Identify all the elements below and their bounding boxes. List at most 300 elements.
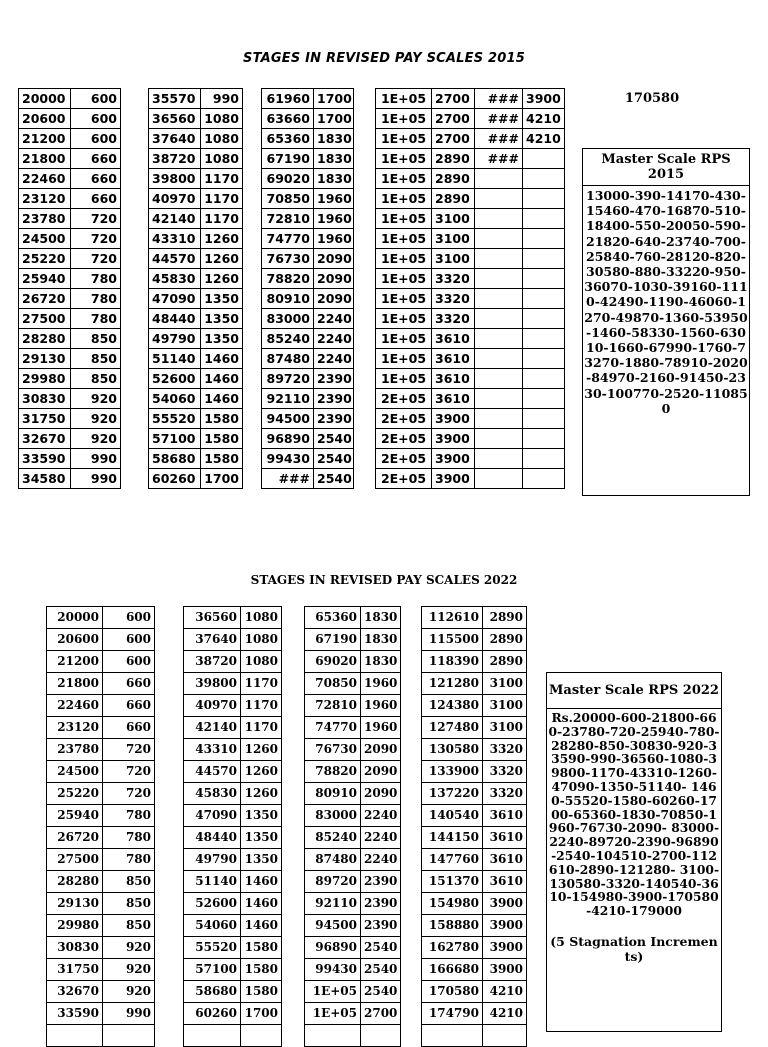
table-cell: 2540: [361, 981, 401, 1003]
table-cell: 2E+05: [376, 409, 432, 429]
table-row: [19, 149, 121, 169]
table-row: [19, 449, 121, 469]
table-row: [19, 89, 121, 109]
table-cell: 3610: [483, 805, 527, 827]
table-cell: 1170: [241, 695, 282, 717]
table-cell: 65360: [262, 129, 314, 149]
table-row: [305, 981, 401, 1003]
table-row: [19, 229, 121, 249]
table-cell: 1260: [241, 783, 282, 805]
table-cell: [475, 189, 523, 209]
table-row: [184, 871, 282, 893]
table-cell: 3900: [483, 915, 527, 937]
table-row: [149, 429, 243, 449]
table-cell: 89720: [305, 871, 361, 893]
table-cell: 38720: [184, 651, 241, 673]
table-row: [47, 893, 155, 915]
table-cell: 22460: [47, 695, 103, 717]
table-cell: 780: [71, 309, 121, 329]
table-row: [184, 673, 282, 695]
table-row: [262, 309, 354, 329]
table-row: [305, 827, 401, 849]
table-cell: 1080: [201, 129, 243, 149]
table-row: [184, 1003, 282, 1025]
table-cell: [475, 249, 523, 269]
table-cell: [523, 369, 565, 389]
table-2022-block-4: [421, 606, 527, 1047]
table-cell: 2540: [314, 429, 354, 449]
table-cell: 920: [71, 429, 121, 449]
table-cell: 780: [103, 805, 155, 827]
table-cell: 52600: [184, 893, 241, 915]
table-row: [262, 389, 354, 409]
table-cell: 850: [71, 349, 121, 369]
table-cell: [475, 229, 523, 249]
table-cell: 3610: [432, 329, 475, 349]
table-cell: 45830: [184, 783, 241, 805]
table-row: [305, 717, 401, 739]
table-cell: 1260: [241, 739, 282, 761]
table-cell: 1460: [241, 915, 282, 937]
table-row: [376, 249, 565, 269]
table-cell: 2090: [361, 739, 401, 761]
top-right-value: 170580: [624, 91, 680, 106]
table-cell: 1960: [361, 673, 401, 695]
table-cell: 27500: [19, 309, 71, 329]
table-cell: 720: [103, 783, 155, 805]
table-row: [47, 673, 155, 695]
table-row: [47, 827, 155, 849]
table-cell: 1260: [201, 269, 243, 289]
table-row: [149, 469, 243, 489]
table-row: [149, 109, 243, 129]
table-cell: 39800: [184, 673, 241, 695]
table-cell: 55520: [149, 409, 201, 429]
table-cell: 1700: [201, 469, 243, 489]
table-row: [262, 469, 354, 489]
table-cell: 4210: [523, 129, 565, 149]
table-cell: 600: [103, 607, 155, 629]
table-cell: 1700: [314, 89, 354, 109]
table-cell: 3610: [483, 871, 527, 893]
table-cell: 2240: [314, 349, 354, 369]
master-scale-2015-text: 13000-390-14170-430-15460-470-16870-510-18400-550-20050-590-21820-640-23740-700-25840-760-28120-820-30580-880-33220-950-36070-1030-39160-1110-42490-1190-46060-1270-49870-1360-53950-1460-58330-1560-63010-1660-67990-1760-73270-1880-78910-2020-84970-2160-91450-2330-100770-2520-110850: [584, 188, 748, 416]
table-cell: 1E+05: [376, 189, 432, 209]
table-cell: 1830: [314, 169, 354, 189]
table-cell: 144150: [422, 827, 483, 849]
table-row: [305, 871, 401, 893]
table-cell: 1260: [241, 761, 282, 783]
table-cell: 2090: [314, 269, 354, 289]
table-row: [305, 959, 401, 981]
table-cell: 1580: [241, 959, 282, 981]
table-row: [305, 849, 401, 871]
table-cell: 3610: [483, 827, 527, 849]
table-cell: 1700: [241, 1003, 282, 1025]
table-cell: 1E+05: [376, 309, 432, 329]
table-cell: 850: [103, 893, 155, 915]
table-cell: 21200: [19, 129, 71, 149]
table-row: [262, 409, 354, 429]
table-row: [47, 805, 155, 827]
table-row: [47, 783, 155, 805]
table-cell: 1E+05: [376, 149, 432, 169]
table-row: [184, 937, 282, 959]
table-row: [422, 959, 527, 981]
table-row: [19, 249, 121, 269]
table-row: [47, 915, 155, 937]
table-cell: 2390: [314, 409, 354, 429]
table-cell: [305, 1025, 361, 1047]
table-cell: 1580: [201, 449, 243, 469]
table-cell: 115500: [422, 629, 483, 651]
master-scale-2015-box: [582, 148, 750, 496]
table-cell: 31750: [47, 959, 103, 981]
table-cell: 96890: [262, 429, 314, 449]
table-cell: 147760: [422, 849, 483, 871]
table-row: [47, 629, 155, 651]
table-cell: 660: [103, 717, 155, 739]
table-cell: 94500: [262, 409, 314, 429]
table-cell: [523, 149, 565, 169]
table-cell: [523, 449, 565, 469]
table-cell: 36560: [184, 607, 241, 629]
table-cell: 720: [71, 229, 121, 249]
table-cell: ###: [475, 109, 523, 129]
table-row: [262, 269, 354, 289]
table-2015-block-2: [148, 88, 243, 489]
table-row: [376, 229, 565, 249]
table-cell: 118390: [422, 651, 483, 673]
table-row: [376, 429, 565, 449]
table-cell: 30830: [47, 937, 103, 959]
table-cell: 21200: [47, 651, 103, 673]
table-row: [19, 129, 121, 149]
table-cell: 44570: [184, 761, 241, 783]
table-cell: [422, 1025, 483, 1047]
table-cell: 1580: [201, 429, 243, 449]
table-cell: 1E+05: [305, 1003, 361, 1025]
table-cell: [523, 409, 565, 429]
table-row: [19, 109, 121, 129]
table-row: [19, 289, 121, 309]
table-cell: 2090: [314, 289, 354, 309]
table-cell: 30830: [19, 389, 71, 409]
table-row: [305, 1003, 401, 1025]
table-cell: 2890: [432, 169, 475, 189]
table-row: [376, 409, 565, 429]
table-cell: 23120: [19, 189, 71, 209]
table-cell: 3900: [523, 89, 565, 109]
table-cell: [523, 429, 565, 449]
table-cell: 166680: [422, 959, 483, 981]
table-cell: ###: [262, 469, 314, 489]
table-row: [376, 349, 565, 369]
table-cell: 1580: [201, 409, 243, 429]
table-cell: 990: [103, 1003, 155, 1025]
table-cell: 70850: [305, 673, 361, 695]
table-cell: 158880: [422, 915, 483, 937]
table-cell: 58680: [184, 981, 241, 1003]
table-cell: 55520: [184, 937, 241, 959]
table-cell: 67190: [262, 149, 314, 169]
table-row: [47, 651, 155, 673]
table-cell: 87480: [305, 849, 361, 871]
table-cell: [523, 189, 565, 209]
table-row: [422, 893, 527, 915]
table-cell: 1960: [361, 717, 401, 739]
table-cell: [475, 349, 523, 369]
table-cell: 920: [103, 959, 155, 981]
table-row: [262, 189, 354, 209]
table-cell: 29130: [19, 349, 71, 369]
table-row: [19, 309, 121, 329]
table-cell: [47, 1025, 103, 1047]
table-cell: 720: [103, 761, 155, 783]
table-cell: 2540: [314, 469, 354, 489]
table-row: [184, 1025, 282, 1047]
table-row: [149, 369, 243, 389]
table-row: [305, 695, 401, 717]
table-cell: [475, 449, 523, 469]
table-row: [184, 739, 282, 761]
table-cell: 65360: [305, 607, 361, 629]
table-row: [422, 717, 527, 739]
table-cell: 1E+05: [376, 129, 432, 149]
table-cell: 74770: [305, 717, 361, 739]
table-row: [149, 329, 243, 349]
table-cell: 83000: [305, 805, 361, 827]
table-row: [262, 149, 354, 169]
table-cell: 3320: [432, 289, 475, 309]
table-cell: 137220: [422, 783, 483, 805]
table-cell: [241, 1025, 282, 1047]
table-cell: 51140: [184, 871, 241, 893]
table-cell: 124380: [422, 695, 483, 717]
table-cell: 72810: [305, 695, 361, 717]
table-cell: 130580: [422, 739, 483, 761]
master-scale-2022-text: Rs.20000-600-21800-660-23780-720-25940-780-28280-850-30830-920-33590-990-36560-1080-39800-1170-43310-1260-47090-1350-51140- 1460-55520-1580-60260-1700-65360-1830-70850-1960-76730-2090- 83000-2240-89720-2390-96890-2540-104510-2700-112610-2890-121280- 3100-130580-3320-140540-3610-154980-3900-170580-4210-179000: [548, 710, 720, 919]
table-cell: 1960: [361, 695, 401, 717]
table-cell: 3320: [483, 761, 527, 783]
table-cell: 52600: [149, 369, 201, 389]
table-row: [376, 369, 565, 389]
table-cell: 1350: [201, 289, 243, 309]
table-cell: [523, 229, 565, 249]
table-row: [47, 761, 155, 783]
table-row: [262, 209, 354, 229]
table-cell: 57100: [149, 429, 201, 449]
table-row: [262, 449, 354, 469]
table-cell: 32670: [19, 429, 71, 449]
table-row: [47, 871, 155, 893]
table-cell: 3610: [432, 349, 475, 369]
table-cell: 2240: [314, 329, 354, 349]
table-cell: 78820: [262, 269, 314, 289]
table-row: [19, 329, 121, 349]
table-cell: [475, 409, 523, 429]
table-cell: 25940: [19, 269, 71, 289]
table-cell: 24500: [19, 229, 71, 249]
table-cell: 39800: [149, 169, 201, 189]
table-cell: 1960: [314, 229, 354, 249]
table-cell: 720: [71, 249, 121, 269]
table-cell: 1080: [201, 109, 243, 129]
table-cell: 780: [103, 827, 155, 849]
table-cell: 2240: [314, 309, 354, 329]
table-row: [19, 169, 121, 189]
table-2022-block-3: [304, 606, 401, 1047]
table-cell: 1700: [314, 109, 354, 129]
table-cell: 58680: [149, 449, 201, 469]
table-cell: 121280: [422, 673, 483, 695]
table-cell: [483, 1025, 527, 1047]
table-row: [422, 607, 527, 629]
table-cell: 40970: [184, 695, 241, 717]
table-cell: 21800: [19, 149, 71, 169]
table-row: [422, 783, 527, 805]
table-cell: 2E+05: [376, 429, 432, 449]
table-cell: 780: [71, 289, 121, 309]
table-cell: 94500: [305, 915, 361, 937]
table-cell: 47090: [149, 289, 201, 309]
table-row: [19, 429, 121, 449]
table-cell: 1E+05: [376, 269, 432, 289]
table-cell: 2890: [432, 149, 475, 169]
table-row: [305, 629, 401, 651]
table-row: [19, 189, 121, 209]
table-row: [376, 329, 565, 349]
table-cell: 2390: [314, 389, 354, 409]
table-row: [19, 269, 121, 289]
master-scale-2022-heading: Master Scale RPS 2022: [547, 673, 721, 709]
table-cell: [523, 289, 565, 309]
table-cell: 3100: [483, 695, 527, 717]
table-row: [184, 717, 282, 739]
table-cell: 32670: [47, 981, 103, 1003]
table-row: [422, 695, 527, 717]
table-cell: 920: [103, 937, 155, 959]
table-cell: 76730: [305, 739, 361, 761]
table-cell: 2540: [361, 959, 401, 981]
table-cell: 1E+05: [305, 981, 361, 1003]
table-row: [149, 309, 243, 329]
table-cell: [475, 269, 523, 289]
table-row: [47, 849, 155, 871]
table-cell: 23780: [47, 739, 103, 761]
table-cell: 1830: [361, 651, 401, 673]
table-cell: 37640: [149, 129, 201, 149]
table-cell: 43310: [149, 229, 201, 249]
table-row: [19, 389, 121, 409]
table-cell: [523, 169, 565, 189]
table-cell: [184, 1025, 241, 1047]
table-row: [47, 1025, 155, 1047]
table-cell: 78820: [305, 761, 361, 783]
table-row: [47, 717, 155, 739]
table-cell: 1830: [361, 629, 401, 651]
table-row: [149, 229, 243, 249]
table-cell: [475, 169, 523, 189]
table-cell: 990: [71, 449, 121, 469]
table-row: [422, 805, 527, 827]
table-2015-block-4: [375, 88, 565, 489]
table-cell: 2090: [314, 249, 354, 269]
table-cell: 151370: [422, 871, 483, 893]
table-cell: 3900: [432, 469, 475, 489]
table-cell: 1460: [201, 389, 243, 409]
table-cell: 92110: [262, 389, 314, 409]
table-row: [422, 739, 527, 761]
table-cell: 4210: [483, 1003, 527, 1025]
table-cell: 2890: [432, 189, 475, 209]
table-cell: [475, 209, 523, 229]
table-cell: 42140: [184, 717, 241, 739]
table-row: [149, 349, 243, 369]
table-cell: 4210: [523, 109, 565, 129]
table-cell: 3320: [432, 269, 475, 289]
table-cell: 1460: [201, 369, 243, 389]
table-row: [262, 429, 354, 449]
table-cell: 37640: [184, 629, 241, 651]
table-cell: 20600: [19, 109, 71, 129]
table-row: [184, 695, 282, 717]
table-cell: [523, 309, 565, 329]
table-cell: 2E+05: [376, 389, 432, 409]
table-cell: 1170: [201, 209, 243, 229]
table-cell: 1350: [241, 827, 282, 849]
table-row: [149, 289, 243, 309]
table-cell: 20000: [47, 607, 103, 629]
table-cell: 1E+05: [376, 289, 432, 309]
table-cell: 3100: [483, 717, 527, 739]
table-cell: 1E+05: [376, 169, 432, 189]
table-cell: 3900: [483, 893, 527, 915]
table-row: [149, 189, 243, 209]
table-row: [149, 269, 243, 289]
table-cell: 49790: [149, 329, 201, 349]
table-row: [149, 129, 243, 149]
table-row: [184, 849, 282, 871]
table-row: [305, 915, 401, 937]
master-scale-2022-note: (5 Stagnation Increments): [550, 933, 718, 965]
table-cell: 990: [71, 469, 121, 489]
table-cell: 20000: [19, 89, 71, 109]
table-cell: 23780: [19, 209, 71, 229]
table-row: [19, 469, 121, 489]
table-cell: [523, 329, 565, 349]
table-row: [262, 249, 354, 269]
table-cell: 43310: [184, 739, 241, 761]
table-cell: 3320: [483, 739, 527, 761]
table-cell: [475, 329, 523, 349]
table-cell: 67190: [305, 629, 361, 651]
table-row: [149, 409, 243, 429]
table-row: [184, 981, 282, 1003]
table-cell: 69020: [262, 169, 314, 189]
title-2015: STAGES IN REVISED PAY SCALES 2015: [243, 51, 525, 66]
table-cell: 2390: [361, 893, 401, 915]
table-cell: 38720: [149, 149, 201, 169]
table-cell: 1580: [241, 937, 282, 959]
table-cell: 1080: [241, 607, 282, 629]
table-cell: 92110: [305, 893, 361, 915]
table-row: [305, 937, 401, 959]
table-cell: 25940: [47, 805, 103, 827]
table-2022-block-2: [183, 606, 282, 1047]
table-cell: 850: [71, 369, 121, 389]
table-cell: 112610: [422, 607, 483, 629]
